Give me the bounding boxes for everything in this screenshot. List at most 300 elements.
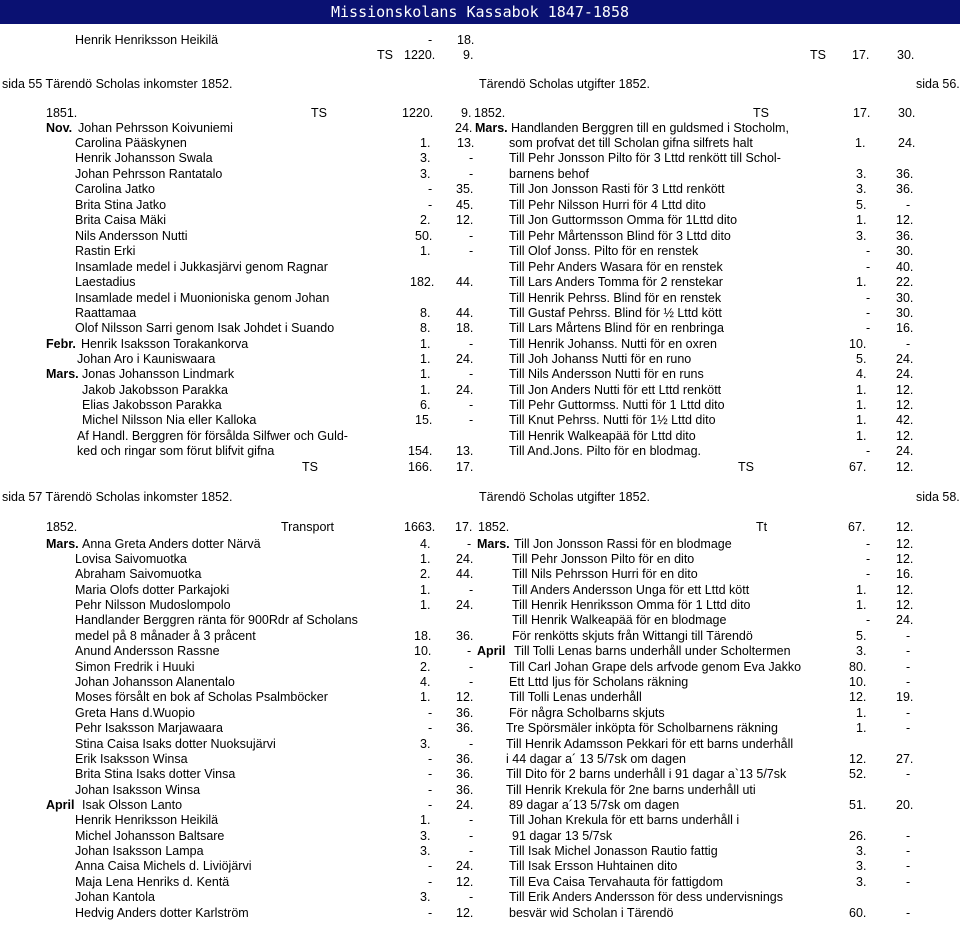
ledger-cell: 10. [414, 644, 432, 658]
ledger-cell: 45. [456, 198, 474, 212]
ledger-cell: - [866, 260, 871, 274]
ledger-cell: 6. [420, 398, 431, 412]
ledger-cell: Till Carl Johan Grape dels arfvode genom Eva Jakko [509, 660, 802, 674]
ledger-row [0, 213, 960, 228]
ledger-cell: Carolina Jatko [75, 182, 155, 196]
ledger-cell: 12. [849, 752, 867, 766]
ledger-cell: 60. [849, 906, 867, 920]
ledger-cell: 1. [856, 383, 867, 397]
ledger-row [0, 844, 960, 859]
ledger-cell: sida 58. [916, 490, 960, 504]
ledger-cell: 12. [456, 690, 474, 704]
ledger-row [0, 660, 960, 675]
ledger-cell: 27. [896, 752, 914, 766]
ledger-cell: 91 dagar 13 5/7sk [512, 829, 613, 843]
ledger-cell: Johan Isaksson Lampa [75, 844, 204, 858]
ledger-cell: 1. [420, 813, 431, 827]
ledger-cell: Nils Andersson Nutti [75, 229, 188, 243]
ledger-cell: 17. [853, 106, 871, 120]
ledger-cell: 1220. [404, 48, 436, 62]
ledger-cell: 3. [856, 167, 867, 181]
ledger-cell: - [428, 721, 433, 735]
ledger-cell: - [469, 167, 474, 181]
ledger-cell: 1. [856, 213, 867, 227]
ledger-cell: 89 dagar a´13 5/7sk om dagen [509, 798, 680, 812]
ledger-cell: Brita Caisa Mäki [75, 213, 166, 227]
ledger-cell: 10. [849, 337, 867, 351]
ledger-cell: TS [753, 106, 769, 120]
ledger-cell: 4. [420, 537, 431, 551]
ledger-cell: - [866, 613, 871, 627]
ledger-cell: som profvat det till Scholan gifna silfrets halt [509, 136, 753, 150]
ledger-cell: 36. [456, 721, 474, 735]
ledger-cell: - [469, 660, 474, 674]
ledger-cell: - [866, 306, 871, 320]
ledger-cell: 1. [420, 244, 431, 258]
ledger-cell: 8. [420, 306, 431, 320]
ledger-cell: 12. [896, 520, 914, 534]
ledger-cell: Henrik Henriksson Heikilä [75, 813, 219, 827]
ledger-cell: Nov. [46, 121, 73, 135]
ledger-cell: 9. [463, 48, 474, 62]
ledger-row [0, 737, 960, 752]
ledger-cell: 12. [896, 460, 914, 474]
ledger-cell: - [866, 244, 871, 258]
ledger-cell: barnens behof [509, 167, 589, 181]
ledger-row [0, 33, 960, 48]
ledger-cell: Hedvig Anders dotter Karlström [75, 906, 249, 920]
ledger-cell: För renkötts skjuts från Wittangi till Tärendö [512, 629, 753, 643]
ledger-cell: 30. [896, 306, 914, 320]
ledger-cell: Brita Stina Jatko [75, 198, 167, 212]
ledger-cell: 154. [408, 444, 433, 458]
ledger-cell: 36. [456, 629, 474, 643]
ledger-row [0, 429, 960, 444]
ledger-cell: Ett Lttd ljus för Scholans räkning [509, 675, 689, 689]
ledger-cell: 24. [898, 136, 916, 150]
ledger-row [0, 675, 960, 690]
ledger-cell: 44. [456, 275, 474, 289]
ledger-cell: Mars. [475, 121, 508, 135]
ledger-cell: 5. [856, 352, 867, 366]
ledger-row [0, 598, 960, 613]
ledger-row [0, 552, 960, 567]
ledger-cell: 35. [456, 182, 474, 196]
ledger-cell: - [467, 537, 472, 551]
ledger-cell: Stina Caisa Isaks dotter Nuoksujärvi [75, 737, 276, 751]
ledger-cell: Till Henrik Adamsson Pekkari för ett barns underhåll [506, 737, 794, 751]
ledger-cell: - [469, 151, 474, 165]
ledger-cell: Johan Aro i Kauniswaara [77, 352, 216, 366]
ledger-cell: Till Tolli Lenas barns underhåll under Scholtermen [514, 644, 791, 658]
ledger-cell: TS [810, 48, 826, 62]
ledger-cell: 13. [456, 444, 474, 458]
ledger-cell: Febr. [46, 337, 76, 351]
ledger-cell: 20. [896, 798, 914, 812]
ledger-cell: Erik Isaksson Winsa [75, 752, 188, 766]
ledger-cell: 2. [420, 660, 431, 674]
ledger-row [0, 260, 960, 275]
ledger-cell: Johan Pehrsson Koivuniemi [78, 121, 233, 135]
ledger-cell: Tärendö Scholas utgifter 1852. [479, 77, 650, 91]
ledger-cell: Raattamaa [75, 306, 137, 320]
ledger-cell: 3. [420, 737, 431, 751]
ledger-cell: 12. [896, 398, 914, 412]
ledger-cell: 10. [849, 675, 867, 689]
ledger-row [0, 829, 960, 844]
ledger-cell: Till Henrik Pehrss. Blind för en renstek [509, 291, 722, 305]
ledger-cell: - [469, 229, 474, 243]
ledger-cell: Moses försålt en bok af Scholas Psalmböcker [75, 690, 328, 704]
ledger-cell: - [428, 706, 433, 720]
ledger-cell: - [428, 859, 433, 873]
ledger-cell: 3. [856, 844, 867, 858]
ledger-cell: 1. [420, 690, 431, 704]
ledger-cell: Till Jon Jonsson Rasti för 3 Lttd renkött [509, 182, 725, 196]
ledger-cell: 24. [455, 121, 473, 135]
ledger-cell: 1852. [478, 520, 510, 534]
ledger-row [0, 352, 960, 367]
ledger-cell: Insamlade medel i Muonioniska genom Johan [75, 291, 330, 305]
ledger-cell: 1. [856, 706, 867, 720]
ledger-row [0, 275, 960, 290]
ledger-cell: 44. [456, 306, 474, 320]
ledger-row [0, 413, 960, 428]
ledger-row [0, 644, 960, 659]
ledger-cell: Transport [281, 520, 335, 534]
ledger-cell: 36. [896, 182, 914, 196]
ledger-cell: Till Jon Anders Nutti för ett Lttd renkött [509, 383, 722, 397]
ledger-cell: Till Nils Andersson Nutti för en runs [509, 367, 704, 381]
ledger-row [0, 583, 960, 598]
ledger-cell: Michel Nilsson Nia eller Kalloka [82, 413, 257, 427]
ledger-cell: Tre Spörsmäler inköpta för Scholbarnens räkning [506, 721, 778, 735]
ledger-cell: sida 55 Tärendö Scholas inkomster 1852. [2, 77, 233, 91]
ledger-cell: - [428, 182, 433, 196]
ledger-row [0, 859, 960, 874]
ledger-cell: - [906, 706, 911, 720]
ledger-cell: Till Dito för 2 barns underhåll i 91 dagar a`13 5/7sk [506, 767, 787, 781]
ledger-cell: Handlanden Berggren till en guldsmed i Stocholm, [511, 121, 789, 135]
ledger-cell: Till Anders Andersson Unga för ett Lttd kött [512, 583, 750, 597]
ledger-cell: - [469, 737, 474, 751]
ledger-cell: 12. [896, 213, 914, 227]
ledger-cell: 26. [849, 829, 867, 843]
ledger-cell: - [428, 798, 433, 812]
ledger-cell: - [866, 537, 871, 551]
ledger-cell: - [866, 567, 871, 581]
ledger-cell: 18. [414, 629, 432, 643]
ledger-cell: 24. [456, 859, 474, 873]
ledger-cell: Anna Caisa Michels d. Liviöjärvi [75, 859, 252, 873]
ledger-cell: 24. [896, 367, 914, 381]
ledger-row [0, 383, 960, 398]
ledger-cell: 1. [856, 398, 867, 412]
ledger-cell: 17. [455, 520, 473, 534]
ledger-cell: - [469, 890, 474, 904]
ledger-cell: - [469, 398, 474, 412]
ledger-cell: 1. [856, 583, 867, 597]
ledger-cell: - [906, 721, 911, 735]
ledger-cell: 12. [896, 598, 914, 612]
ledger-row [0, 121, 960, 136]
ledger-cell: - [906, 644, 911, 658]
ledger-cell: 2. [420, 213, 431, 227]
ledger-cell: Jakob Jakobsson Parakka [82, 383, 228, 397]
ledger-cell: 30. [897, 48, 915, 62]
ledger-cell: - [469, 367, 474, 381]
ledger-cell: - [906, 629, 911, 643]
ledger-row [0, 182, 960, 197]
ledger-cell: 18. [456, 321, 474, 335]
ledger-cell: 12. [896, 552, 914, 566]
ledger-cell: Greta Hans d.Wuopio [75, 706, 195, 720]
ledger-cell: Till Pehr Jonsson Pilto för en dito [512, 552, 695, 566]
ledger-cell: Mars. [46, 537, 79, 551]
ledger-cell: 12. [456, 906, 474, 920]
ledger-row [0, 136, 960, 151]
ledger-cell: - [469, 413, 474, 427]
ledger-cell: Elias Jakobsson Parakka [82, 398, 222, 412]
ledger-cell: Till Olof Jonss. Pilto för en renstek [509, 244, 699, 258]
ledger-cell: Af Handl. Berggren för försålda Silfwer och Guld- [77, 429, 348, 443]
ledger-cell: 5. [856, 198, 867, 212]
ledger-cell: Michel Johansson Baltsare [75, 829, 225, 843]
ledger-cell: 24. [896, 613, 914, 627]
ledger-row [0, 229, 960, 244]
ledger-cell: 182. [410, 275, 435, 289]
ledger-cell: 3. [856, 229, 867, 243]
ledger-cell: 24. [896, 444, 914, 458]
ledger-cell: 30. [896, 291, 914, 305]
ledger-row [0, 537, 960, 552]
ledger-cell: 17. [456, 460, 474, 474]
ledger-cell: - [469, 583, 474, 597]
ledger-cell: Pehr Nilsson Mudoslompolo [75, 598, 231, 612]
ledger-cell: Till Pehr Nilsson Hurri för 4 Lttd dito [509, 198, 706, 212]
ledger-cell: TS [377, 48, 393, 62]
ledger-cell: 1. [856, 598, 867, 612]
ledger-cell: - [866, 444, 871, 458]
ledger-cell: Johan Pehrsson Rantatalo [75, 167, 223, 181]
ledger-cell: 12. [896, 537, 914, 551]
ledger-cell: - [428, 198, 433, 212]
ledger-cell: Till Isak Michel Jonasson Rautio fattig [509, 844, 718, 858]
ledger-cell: 19. [896, 690, 914, 704]
ledger-cell: 12. [849, 690, 867, 704]
ledger-cell: - [906, 906, 911, 920]
ledger-cell: 3. [420, 844, 431, 858]
ledger-cell: 22. [896, 275, 914, 289]
ledger-cell: Anund Andersson Rassne [75, 644, 220, 658]
ledger-cell: Handlander Berggren ränta för 900Rdr af Scholans [75, 613, 358, 627]
ledger-cell: 36. [456, 706, 474, 720]
ledger-cell: 3. [856, 859, 867, 873]
ledger-cell: Till Pehr Mårtensson Blind för 3 Lttd dito [509, 229, 731, 243]
ledger-cell: 1. [420, 583, 431, 597]
ledger-cell: TS [311, 106, 327, 120]
ledger-cell: Henrik Isaksson Torakankorva [81, 337, 249, 351]
ledger-cell: 12. [456, 875, 474, 889]
ledger-cell: 3. [420, 151, 431, 165]
ledger-cell: - [906, 675, 911, 689]
ledger-cell: sida 56. [916, 77, 960, 91]
ledger-cell: 1. [856, 413, 867, 427]
ledger-cell: Till Johan Krekula för ett barns underhåll i [509, 813, 740, 827]
ledger-cell: - [469, 244, 474, 258]
ledger-cell: 24. [896, 352, 914, 366]
ledger-cell: medel på 8 månader å 3 pråcent [75, 629, 256, 643]
ledger-cell: Till Henrik Henriksson Omma för 1 Lttd dito [512, 598, 751, 612]
page-title: Missionskolans Kassabok 1847-1858 [0, 0, 960, 24]
ledger-cell: 24. [456, 598, 474, 612]
ledger-cell: 50. [415, 229, 433, 243]
ledger-cell: besvär wid Scholan i Tärendö [509, 906, 674, 920]
ledger-cell: Isak Olsson Lanto [82, 798, 183, 812]
ledger-row [0, 244, 960, 259]
ledger-cell: - [467, 644, 472, 658]
ledger-row [0, 151, 960, 166]
ledger-cell: TS [302, 460, 318, 474]
ledger-row [0, 48, 960, 63]
ledger-cell: Johan Kantola [75, 890, 155, 904]
ledger-cell: 1220. [402, 106, 434, 120]
ledger-cell: Till Jon Jonsson Rassi för en blodmage [514, 537, 732, 551]
ledger-cell: 24. [456, 798, 474, 812]
ledger-cell: 36. [456, 767, 474, 781]
ledger-cell: - [428, 33, 433, 47]
ledger-cell: 4. [856, 367, 867, 381]
ledger-row [0, 398, 960, 413]
ledger-cell: 1. [420, 352, 431, 366]
ledger-cell: 51. [849, 798, 867, 812]
ledger-cell: - [428, 906, 433, 920]
ledger-cell: Henrik Johansson Swala [75, 151, 213, 165]
ledger-cell: 1852. [46, 520, 78, 534]
ledger-cell: Till Erik Anders Andersson för dess undervisnings [509, 890, 783, 904]
ledger-row [0, 198, 960, 213]
ledger-cell: 44. [456, 567, 474, 581]
ledger-cell: i 44 dagar a´ 13 5/7sk om dagen [506, 752, 686, 766]
ledger-row [0, 460, 960, 475]
ledger-row [0, 77, 960, 92]
ledger-cell: Till Lars Mårtens Blind för en renbringa [509, 321, 724, 335]
ledger-row [0, 444, 960, 459]
ledger-row [0, 613, 960, 628]
ledger-cell: - [469, 829, 474, 843]
ledger-cell: Till Joh Johanss Nutti för en runo [509, 352, 692, 366]
ledger-cell: Lovisa Saivomuotka [75, 552, 187, 566]
ledger-cell: - [906, 198, 911, 212]
ledger-cell: Till Pehr Jonsson Pilto för 3 Lttd renkött till Schol- [509, 151, 781, 165]
ledger-cell: - [469, 675, 474, 689]
ledger-row [0, 890, 960, 905]
ledger-cell: 2. [420, 567, 431, 581]
ledger-cell: - [906, 844, 911, 858]
ledger-cell: - [469, 813, 474, 827]
ledger-cell: Tt [756, 520, 768, 534]
ledger-row [0, 629, 960, 644]
ledger-cell: 3. [420, 829, 431, 843]
ledger-cell: 12. [896, 429, 914, 443]
ledger-cell: 3. [856, 875, 867, 889]
ledger-row [0, 167, 960, 182]
ledger-cell: 36. [896, 229, 914, 243]
ledger-cell: Johan Johansson Alanentalo [75, 675, 235, 689]
ledger-cell: Till Nils Pehrsson Hurri för en dito [512, 567, 698, 581]
ledger-cell: 1. [420, 136, 431, 150]
ledger-row [0, 567, 960, 582]
ledger-cell: April [477, 644, 506, 658]
ledger-cell: 36. [456, 752, 474, 766]
ledger-cell: Laestadius [75, 275, 136, 289]
ledger-cell: Maja Lena Henriks d. Kentä [75, 875, 230, 889]
ledger-cell: Till Isak Ersson Huhtainen dito [509, 859, 678, 873]
ledger-cell: Carolina Pääskynen [75, 136, 187, 150]
ledger-cell: Till Henrik Johanss. Nutti för en oxren [509, 337, 717, 351]
ledger-row [0, 752, 960, 767]
ledger-cell: Maria Olofs dotter Parkajoki [75, 583, 230, 597]
ledger-cell: Pehr Isaksson Marjawaara [75, 721, 223, 735]
ledger-cell: 3. [420, 167, 431, 181]
ledger-cell: 80. [849, 660, 867, 674]
ledger-cell: Till Eva Caisa Tervahauta för fattigdom [509, 875, 723, 889]
ledger-cell: Johan Isaksson Winsa [75, 783, 201, 797]
ledger-cell: 67. [848, 520, 866, 534]
ledger-cell: - [428, 875, 433, 889]
ledger-cell: - [428, 783, 433, 797]
ledger-cell: - [906, 829, 911, 843]
ledger-row [0, 706, 960, 721]
ledger-cell: 15. [415, 413, 433, 427]
ledger-cell: 42. [896, 413, 914, 427]
ledger-cell: Mars. [46, 367, 79, 381]
ledger-cell: Till Henrik Walkeapää för en blodmage [512, 613, 727, 627]
ledger-cell: Till Gustaf Pehrss. Blind för ½ Lttd kött [509, 306, 722, 320]
ledger-cell: Till Jon Guttormsson Omma för 1Lttd dito [509, 213, 738, 227]
ledger-cell: 1. [856, 429, 867, 443]
ledger-row [0, 367, 960, 382]
ledger-cell: Olof Nilsson Sarri genom Isak Johdet i Suando [75, 321, 335, 335]
ledger-cell: - [906, 875, 911, 889]
ledger-cell: - [906, 859, 911, 873]
ledger-cell: Till Henrik Krekula för 2ne barns underhåll uti [506, 783, 756, 797]
ledger-cell: 13. [457, 136, 475, 150]
ledger-cell: Tärendö Scholas utgifter 1852. [479, 490, 650, 504]
ledger-row [0, 321, 960, 336]
ledger-cell: Anna Greta Anders dotter Närvä [82, 537, 261, 551]
ledger-cell: 24. [456, 383, 474, 397]
ledger-cell: 67. [849, 460, 867, 474]
ledger-cell: 1851. [46, 106, 78, 120]
ledger-row [0, 520, 960, 535]
ledger-cell: 1. [855, 136, 866, 150]
ledger-row [0, 337, 960, 352]
ledger-cell: 1. [420, 337, 431, 351]
ledger-cell: 1. [856, 275, 867, 289]
ledger-cell: 12. [896, 383, 914, 397]
ledger-cell: 4. [420, 675, 431, 689]
ledger-cell: 16. [896, 321, 914, 335]
ledger-cell: 16. [896, 567, 914, 581]
ledger-cell: - [428, 752, 433, 766]
ledger-cell: 1. [856, 721, 867, 735]
ledger-row [0, 798, 960, 813]
ledger-cell: 166. [408, 460, 433, 474]
ledger-row [0, 291, 960, 306]
ledger-cell: Brita Stina Isaks dotter Vinsa [75, 767, 236, 781]
ledger-row [0, 106, 960, 121]
